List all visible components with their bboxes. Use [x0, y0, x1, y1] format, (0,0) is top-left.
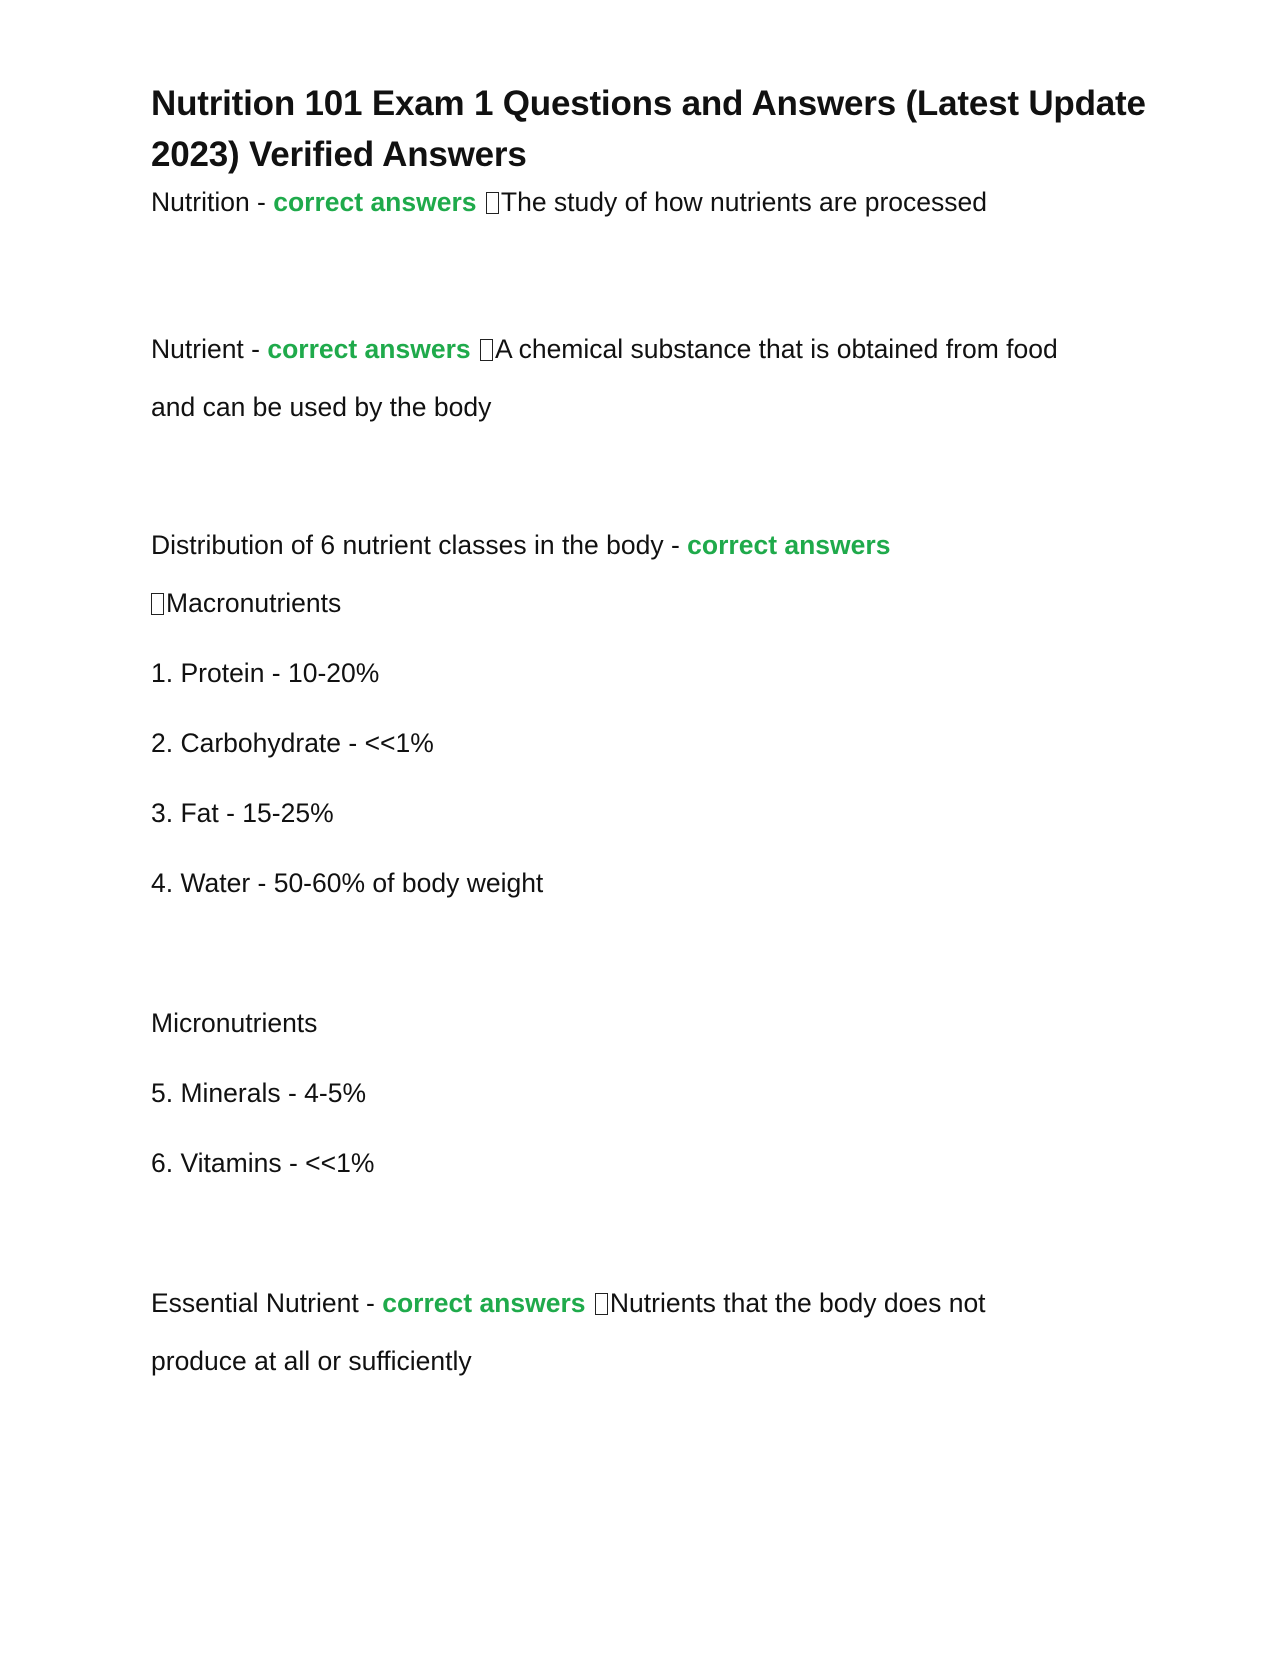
definition: The study of how nutrients are processed — [500, 187, 987, 217]
spacer — [151, 1192, 1151, 1274]
qa-line — [151, 180, 1151, 224]
list-item: 4. Water - 50-60% of body weight — [151, 868, 544, 898]
list-item: 6. Vitamins - <<1% — [151, 1148, 375, 1178]
term: Essential Nutrient - — [151, 1288, 383, 1318]
qa-entry-essential-nutrient — [151, 1274, 1151, 1390]
list-item: 5. Minerals - 4-5% — [151, 1078, 367, 1108]
qa-entry-nutrition — [151, 180, 1151, 224]
term: Nutrient - — [151, 334, 268, 364]
correct-answers-label: correct answers — [382, 1288, 586, 1318]
missing-glyph-box-icon — [486, 192, 499, 214]
correct-answers-label: correct answers — [273, 187, 477, 217]
correct-answers-label: correct answers — [687, 530, 891, 560]
spacer — [151, 912, 1151, 994]
definition-line-2: and can be used by the body — [151, 392, 492, 422]
definition-line-1: A chemical substance that is obtained from food — [495, 334, 1058, 364]
spacer — [151, 632, 1151, 644]
term: Distribution of 6 nutrient classes in the body - — [151, 530, 688, 560]
qa-entry-nutrient — [151, 320, 1151, 436]
term: Nutrition - — [151, 187, 274, 217]
qa-line — [151, 1274, 1151, 1332]
document-page — [151, 78, 1151, 1390]
qa-line — [151, 516, 1151, 574]
list-item: 1. Protein - 10-20% — [151, 658, 380, 688]
list-item: 3. Fat - 15-25% — [151, 798, 334, 828]
qa-line — [151, 320, 1151, 378]
qa-entry-distribution — [151, 516, 1151, 1192]
document-title: Nutrition 101 Exam 1 Questions and Answers (Latest Update 2023) Verified Answers — [151, 84, 1146, 174]
definition-line-2: produce at all or sufficiently — [151, 1346, 472, 1376]
missing-glyph-box-icon — [480, 339, 493, 361]
list-item: 2. Carbohydrate - <<1% — [151, 728, 434, 758]
heading-text: Macronutrients — [166, 588, 342, 618]
micronutrients-heading: Micronutrients — [151, 1008, 318, 1038]
correct-answers-label: correct answers — [267, 334, 471, 364]
macronutrients-heading — [151, 574, 1151, 632]
spacer — [151, 436, 1151, 516]
definition-line-1: Nutrients that the body does not — [609, 1288, 986, 1318]
missing-glyph-box-icon — [151, 593, 164, 615]
spacer — [151, 224, 1151, 320]
missing-glyph-box-icon — [595, 1293, 608, 1315]
